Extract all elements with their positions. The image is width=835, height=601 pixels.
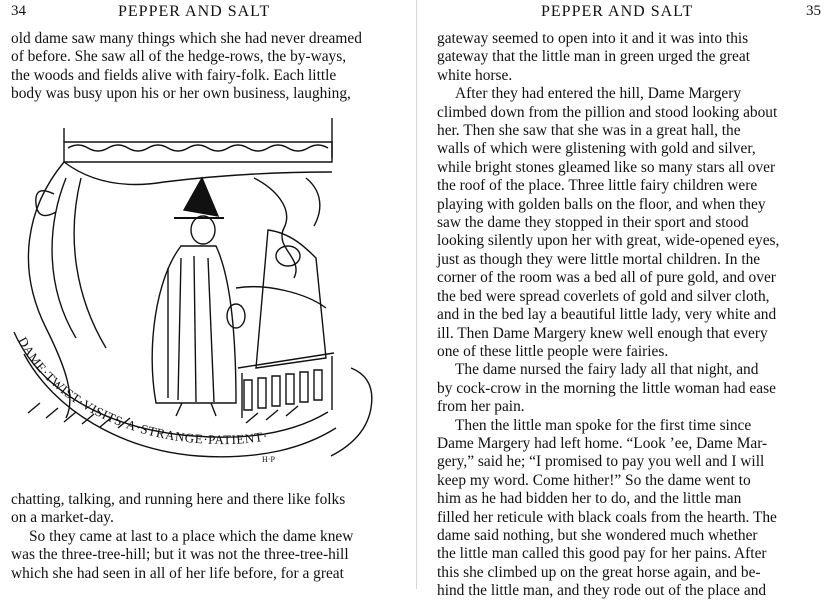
text-line: ill. Then Dame Margery knew well enough that every <box>437 324 768 342</box>
left-page <box>0 0 415 589</box>
text-line: from her pain. <box>437 398 525 416</box>
text-line: gery,” said he; “I promised to pay you well and I will <box>437 453 765 471</box>
text-line: walls of which were glistening with gold and silver, <box>437 140 756 158</box>
text-line: Then the little man spoke for the first time since <box>455 416 752 434</box>
left-text-top <box>11 30 389 104</box>
text-line: hind the little man, and they rode out of the place and <box>437 582 767 600</box>
text-line: gateway seemed to open into it and it was into this <box>437 30 749 47</box>
text-line: by cock-crow in the morning the little woman had ease <box>437 379 776 397</box>
text-line: The dame nursed the fairy lady all that night, and <box>455 361 759 379</box>
running-head-right: PEPPER AND SALT <box>541 3 694 20</box>
page-number-left: 34 <box>11 3 26 19</box>
page-gutter <box>416 0 417 589</box>
illustrator-signature: H·P <box>262 455 275 464</box>
text-line: the roof of the place. Three little fairy children were <box>437 177 758 195</box>
text-line: one of these little people were fairies. <box>437 342 669 360</box>
canopy-ornament <box>68 145 328 151</box>
text-line: After they had entered the hill, Dame Margery <box>455 85 742 103</box>
page-number-right: 35 <box>806 3 821 19</box>
text-line: the woods and fields alive with fairy-folk. Each little <box>11 66 337 84</box>
bed-cover <box>236 287 326 308</box>
ribbon-right <box>331 368 372 456</box>
text-line: him as he had bidden her to do, and the little man <box>437 490 742 508</box>
text-line: chatting, talking, and running here and there like folks <box>11 491 346 508</box>
bed-pillow <box>256 230 326 368</box>
illustration-drawing <box>6 118 394 480</box>
text-line: just as though they were little mortal children. In the <box>437 250 761 268</box>
text-line: gateway that the little man in green urged the great <box>437 48 750 66</box>
text-line: keep my word. Come hither!” So the dame went to <box>437 471 751 489</box>
text-line: white horse. <box>437 66 513 84</box>
text-line: climbed down from the pillion and stood looking about <box>437 103 778 121</box>
dame-hat <box>184 178 218 216</box>
text-line: saw the dame they stopped in their sport and stood <box>437 214 749 232</box>
text-line: Dame Margery had left home. “Look ’ee, Dame Mar- <box>437 434 768 452</box>
text-line: So they came at last to a place which the dame knew <box>29 527 354 545</box>
text-line: dame said nothing, but she wondered much whether <box>437 526 758 544</box>
text-line: was the three-tree-hill; but it was not the three-tree-hill <box>11 546 349 564</box>
text-line: while bright stones gleamed like so many stars all over <box>437 158 776 176</box>
text-line: which she had seen in all of her life before, for a great <box>11 564 344 582</box>
lady-head <box>276 246 300 266</box>
text-line: this she climbed up on the great horse again, and be- <box>437 563 761 581</box>
canopy-valance <box>64 162 332 185</box>
right-page <box>420 0 835 600</box>
text-line: looking silently upon her with great, wide-opened eyes, <box>437 232 780 250</box>
right-text <box>437 30 835 601</box>
text-line: corner of the room was a bed all of pure gold, and over <box>437 269 776 287</box>
text-line: old dame saw many things which she had never dreamed <box>11 30 362 47</box>
illustration-caption: DAME·TWIST·VISITS·A·STRANGE·PATIENT· <box>15 334 270 448</box>
illustration <box>6 118 394 480</box>
text-line: her. Then she saw that she was in a great hall, the <box>437 122 741 140</box>
text-line: on a market-day. <box>11 509 114 527</box>
left-text-bottom <box>11 491 389 583</box>
text-line: of before. She saw all of the hedge-rows, the by-ways, <box>11 48 347 66</box>
dame-face <box>191 216 215 244</box>
text-line: and in the bed lay a beautiful little lady, very white and <box>437 306 777 324</box>
text-line: body was busy upon his or her own business, laughing, <box>11 85 351 103</box>
dame-basket <box>227 304 245 328</box>
text-line: the little man called this good pay for her pains. After <box>437 545 767 563</box>
text-line: filled her reticule with black coals from the hearth. The <box>437 508 777 526</box>
running-head-left: PEPPER AND SALT <box>118 3 271 20</box>
text-line: the bed were spread coverlets of gold and silver cloth, <box>437 287 770 305</box>
text-line: playing with golden balls on the floor, and when they <box>437 195 766 213</box>
